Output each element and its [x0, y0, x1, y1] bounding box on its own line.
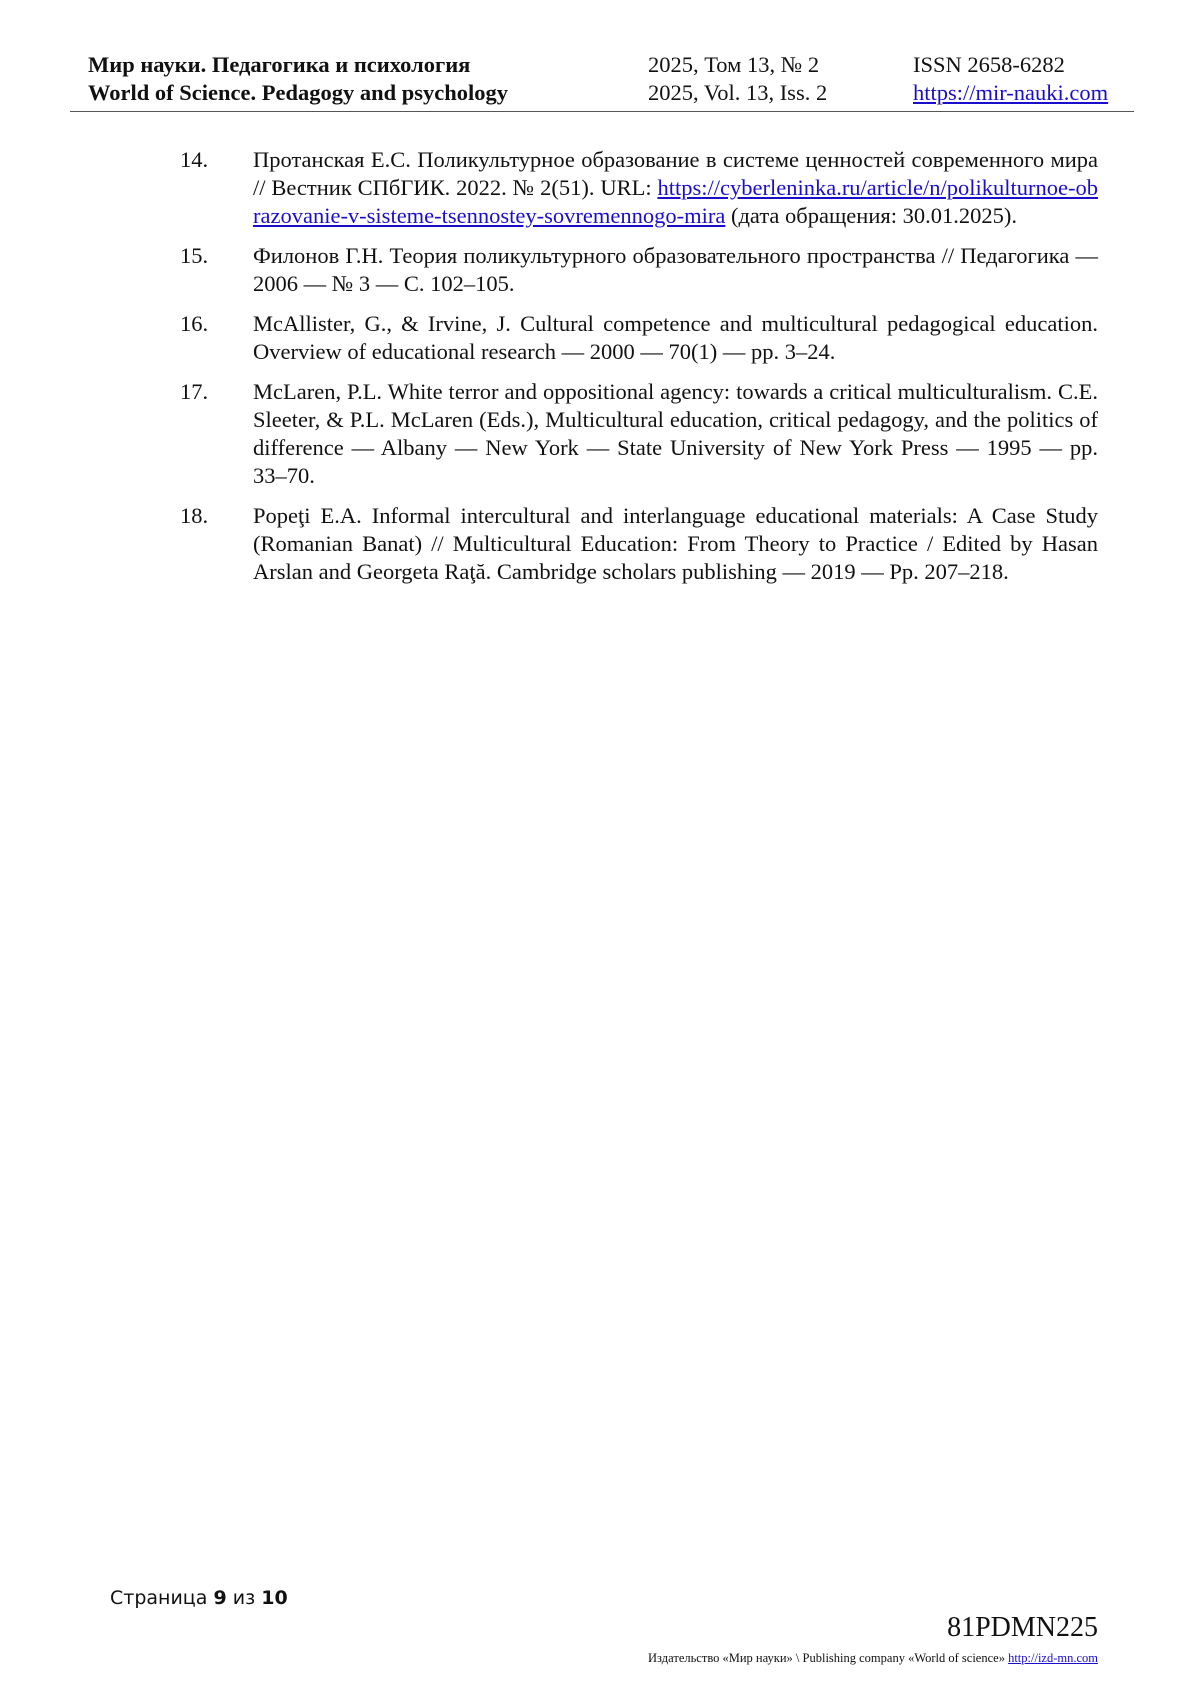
journal-title-ru: Мир науки. Педагогика и психология: [88, 52, 471, 77]
article-code: 81PDMN225: [947, 1612, 1098, 1643]
reference-item: [180, 378, 1098, 490]
reference-number: 14.: [180, 147, 209, 172]
reference-url-link[interactable]: https://cyberleninka.ru/article/n/polikulturnoe-obrazovanie-v-sisteme-tsennostey-sovremennogo-mira: [253, 175, 1098, 228]
running-header: [88, 52, 1124, 108]
journal-title-en: World of Science. Pedagogy and psychology: [88, 80, 509, 105]
publisher-text: Издательство «Мир науки» \ Publishing company «World of science»: [648, 1651, 1009, 1665]
reference-number: 15.: [180, 243, 209, 268]
header-row-en: [88, 80, 1124, 108]
reference-text: McAllister, G., & Irvine, J. Cultural competence and multicultural pedagogical education. Overview of educational research — 2000 — 70(1) — pp. 3–24.: [253, 311, 1098, 364]
reference-item: [180, 310, 1098, 366]
journal-site-link[interactable]: https://mir-nauki.com: [913, 80, 1109, 105]
reference-text: Popeţi E.A. Informal intercultural and interlanguage educational materials: A Case Study (Romanian Banat) // Multicultural Education: From Theory to Practice / Edited by Hasan Arslan and Georgeta Raţă. Cambridge scholars publishing — 2019 — Pp. 207–218.: [253, 503, 1098, 584]
reference-number: 17.: [180, 379, 209, 404]
reference-text-part: (дата обращения: 30.01.2025).: [725, 203, 1017, 228]
page-current: 9: [213, 1587, 227, 1609]
reference-number: 16.: [180, 311, 209, 336]
reference-text-part: Протанская Е.С. Поликультурное образование в системе ценностей современного мира // Вестник СПбГИК. 2022. № 2(51). URL:: [253, 147, 1098, 200]
page-of: из: [232, 1587, 256, 1609]
reference-item: [180, 502, 1098, 586]
publisher-line: [648, 1651, 1098, 1666]
reference-text: Филонов Г.Н. Теория поликультурного образовательного пространства // Педагогика — 2006 — № 3 — С. 102–105.: [253, 243, 1098, 296]
reference-number: 18.: [180, 503, 209, 528]
reference-list: [180, 146, 1098, 598]
issn: ISSN 2658-6282: [913, 52, 1065, 77]
reference-text: McLaren, P.L. White terror and oppositional agency: towards a critical multiculturalism. C.E. Sleeter, & P.L. McLaren (Eds.), Multicultural education, critical pedagogy, and the politics of difference — Albany — New York — State University of New York Press — 1995 — pp. 33–70.: [253, 379, 1098, 488]
reference-item: [180, 242, 1098, 298]
page-total: 10: [261, 1587, 288, 1609]
issue-info-ru: 2025, Том 13, № 2: [648, 52, 820, 77]
publisher-link[interactable]: http://izd-mn.com: [1008, 1651, 1098, 1665]
page-counter: [110, 1587, 288, 1609]
issue-info-en: 2025, Vol. 13, Iss. 2: [648, 80, 828, 105]
header-row-ru: [88, 52, 1124, 80]
reference-item: [180, 146, 1098, 230]
reference-text: [253, 146, 1098, 230]
header-divider: [70, 111, 1134, 112]
page-label: Страница: [110, 1587, 208, 1609]
